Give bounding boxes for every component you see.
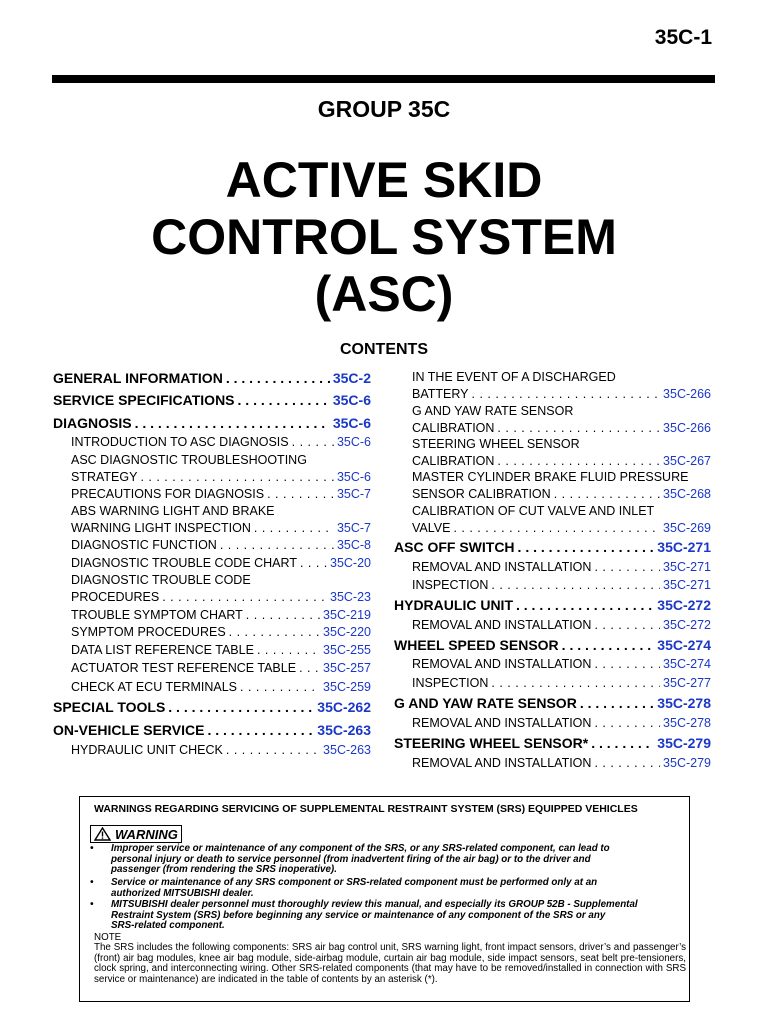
toc-entry-title: WARNING LIGHT INSPECTION: [71, 520, 251, 535]
toc-subsection-entry: [71, 503, 371, 536]
page-title: [0, 152, 768, 323]
toc-section-entry: [394, 694, 711, 712]
toc-entry-title: ASC OFF SWITCH: [394, 539, 515, 555]
toc-page-link[interactable]: 35C-23: [330, 589, 371, 604]
toc-entry-title: G AND YAW RATE SENSOR: [394, 695, 577, 711]
toc-entry-line: [71, 434, 371, 451]
toc-page-link[interactable]: 35C-274: [663, 657, 711, 671]
toc-leader-dots: [594, 656, 660, 673]
toc-page-link[interactable]: 35C-255: [323, 643, 371, 657]
toc-entry-line: [412, 386, 711, 403]
toc-page-link[interactable]: 35C-269: [663, 520, 711, 535]
toc-entry-line: [412, 469, 711, 486]
toc-entry-line: [71, 520, 371, 537]
toc-page-link[interactable]: 35C-257: [323, 661, 371, 675]
toc-page-link[interactable]: 35C-20: [330, 556, 371, 570]
toc-section-entry: [53, 698, 371, 716]
toc-leader-dots: [226, 742, 320, 759]
warning-bullet-line: SRS-related component.: [111, 920, 225, 931]
toc-entry-line: [71, 469, 371, 486]
contents-heading: CONTENTS: [340, 341, 428, 358]
toc-entry-title: REMOVAL AND INSTALLATION: [412, 657, 592, 671]
warning-bullet-line: authorized MITSUBISHI dealer.: [111, 887, 254, 899]
toc-leader-dots: [594, 755, 660, 772]
toc-entry-line: [412, 755, 711, 772]
toc-entry-title: MASTER CYLINDER BRAKE FLUID PRESSURE: [412, 470, 689, 484]
toc-entry-title: BATTERY: [412, 386, 469, 401]
toc-page-link[interactable]: 35C-262: [317, 699, 371, 715]
toc-page-link[interactable]: 35C-268: [663, 486, 711, 501]
toc-page-link[interactable]: 35C-7: [336, 487, 371, 501]
toc-leader-dots: [516, 596, 654, 614]
toc-subsection-entry: [71, 642, 371, 659]
toc-entry-line: [71, 452, 371, 469]
toc-section-entry: [53, 414, 371, 432]
toc-entry-title: SPECIAL TOOLS: [53, 699, 166, 715]
toc-entry-title: SENSOR CALIBRATION: [412, 486, 551, 501]
toc-entry-title: HYDRAULIC UNIT: [394, 597, 513, 613]
toc-entry-title: DIAGNOSTIC TROUBLE CODE: [71, 573, 251, 587]
note-label: NOTE: [94, 932, 122, 943]
toc-entry-title: CALIBRATION: [412, 453, 495, 468]
toc-entry-title: CALIBRATION OF CUT VALVE AND INLET: [412, 504, 655, 518]
toc-subsection-entry: [412, 755, 711, 772]
group-label: GROUP 35C: [317, 96, 451, 122]
toc-leader-dots: [229, 624, 320, 641]
toc-entry-title: REMOVAL AND INSTALLATION: [412, 716, 592, 730]
toc-page-link[interactable]: 35C-272: [657, 597, 711, 613]
toc-entry-line: [412, 420, 711, 437]
toc-subsection-entry: [412, 617, 711, 634]
toc-leader-dots: [240, 679, 320, 696]
toc-entry-line: [71, 660, 371, 677]
toc-entry-title: ACTUATOR TEST REFERENCE TABLE: [71, 661, 297, 675]
warning-label-text: WARNING: [115, 826, 178, 842]
toc-section-entry: [394, 596, 711, 614]
warning-bullet-line: personal injury or death to service personnel (from inadvertent firing of the air bag) or to the driver and: [111, 853, 591, 865]
toc-page-link[interactable]: 35C-271: [663, 578, 711, 592]
toc-subsection-entry: [71, 624, 371, 641]
toc-page-link[interactable]: 35C-271: [657, 539, 711, 555]
toc-subsection-entry: [71, 537, 371, 554]
toc-entry-line: [71, 624, 371, 641]
toc-subsection-entry: [71, 607, 371, 624]
toc-leader-dots: [226, 369, 330, 387]
warning-triangle-icon: [94, 827, 111, 841]
toc-page-link[interactable]: 35C-259: [323, 680, 371, 694]
toc-entry-line: [71, 555, 371, 572]
toc-page-link[interactable]: 35C-7: [336, 520, 371, 535]
toc-page-link[interactable]: 35C-6: [336, 435, 371, 449]
toc-entry-line: [71, 486, 371, 503]
toc-section-entry: [394, 734, 711, 752]
toc-leader-dots: [554, 486, 660, 503]
toc-entry-line: [71, 589, 371, 606]
toc-page-link[interactable]: 35C-274: [657, 637, 711, 653]
toc-entry-title: HYDRAULIC UNIT CHECK: [71, 743, 223, 757]
toc-section-entry: [394, 538, 711, 556]
toc-entry-line: [71, 742, 371, 759]
toc-leader-dots: [168, 698, 314, 716]
toc-page-link[interactable]: 35C-279: [657, 735, 711, 751]
toc-page-link[interactable]: 35C-266: [663, 420, 711, 435]
toc-leader-dots: [254, 520, 334, 537]
warning-bullet-line: Improper service or maintenance of any component of the SRS, or any SRS-related component, can lead to: [111, 843, 610, 854]
toc-leader-dots: [257, 642, 320, 659]
toc-subsection-entry: [71, 486, 371, 503]
warning-bullet-line: Restraint System (SRS) before beginning any service or maintenance of any component of the SRS or any: [111, 909, 606, 921]
toc-leader-dots: [562, 636, 655, 654]
toc-page-link[interactable]: 35C-6: [332, 415, 371, 431]
toc-entry-line: [53, 721, 371, 739]
toc-page-link[interactable]: 35C-219: [323, 608, 371, 622]
toc-entry-line: [71, 503, 371, 520]
toc-entry-line: [53, 698, 371, 716]
toc-subsection-entry: [71, 742, 371, 759]
bullet-marker: •: [90, 899, 94, 910]
toc-entry-line: [412, 436, 711, 453]
toc-entry-title: PROCEDURES: [71, 589, 160, 604]
toc-leader-dots: [497, 420, 660, 437]
toc-leader-dots: [292, 434, 334, 451]
toc-entry-title: DIAGNOSTIC TROUBLE CODE CHART: [71, 556, 297, 570]
toc-entry-title: WHEEL SPEED SENSOR: [394, 637, 559, 653]
toc-entry-line: [394, 636, 711, 654]
toc-page-link[interactable]: 35C-6: [336, 469, 371, 484]
toc-subsection-entry: [412, 436, 711, 469]
toc-entry-title: ABS WARNING LIGHT AND BRAKE: [71, 504, 275, 518]
toc-leader-dots: [207, 721, 314, 739]
toc-page-link[interactable]: 35C-271: [663, 560, 711, 574]
toc-subsection-entry: [412, 559, 711, 576]
note-text: The SRS includes the following components: SRS air bag control unit, SRS warning light, front impact sensors, driver’s and passenger’s (front) air bag modules, knee air bag module, side-airbag module, curtain air bag module, side impact sensors, seat belt pre-tensioners, clock spring, and interconnecting wiring. Other SRS-related components (that may have to be removed/installed in connection with SRS service or maintenance) are indicated in the table of contents by an asterisk (*).: [94, 942, 686, 985]
title-line: (ASC): [314, 266, 454, 322]
warning-bullet-line: MITSUBISHI dealer personnel must thoroughly review this manual, and especially its GROUP 52B - Supplemental: [111, 899, 638, 910]
toc-page-link[interactable]: 35C-2: [332, 370, 371, 386]
toc-entry-line: [71, 537, 371, 554]
toc-entry-title: DIAGNOSTIC FUNCTION: [71, 538, 217, 552]
toc-entry-line: [394, 596, 711, 614]
toc-subsection-entry: [412, 403, 711, 436]
toc-entry-title: STEERING WHEEL SENSOR*: [394, 735, 589, 751]
toc-page-link[interactable]: 35C-220: [323, 625, 371, 639]
toc-entry-line: [71, 572, 371, 589]
toc-subsection-entry: [412, 656, 711, 673]
toc-subsection-entry: [412, 715, 711, 732]
toc-subsection-entry: [71, 452, 371, 485]
toc-leader-dots: [518, 538, 655, 556]
toc-entry-title: STRATEGY: [71, 469, 138, 484]
toc-leader-dots: [594, 715, 660, 732]
warning-bullet-line: Service or maintenance of any SRS component or SRS-related component must be performed only at an: [111, 877, 598, 888]
toc-entry-line: [412, 675, 711, 692]
toc-entry-line: [412, 369, 711, 386]
toc-section-entry: [53, 391, 371, 409]
toc-entry-title: SYMPTOM PROCEDURES: [71, 625, 226, 639]
toc-entry-line: [412, 617, 711, 634]
bullet-marker: •: [90, 877, 94, 888]
toc-leader-dots: [300, 555, 327, 572]
toc-leader-dots: [491, 675, 660, 692]
toc-entry-title: PRECAUTIONS FOR DIAGNOSIS: [71, 487, 265, 501]
toc-entry-line: [412, 403, 711, 420]
toc-leader-dots: [135, 414, 330, 432]
toc-leader-dots: [453, 520, 660, 537]
toc-leader-dots: [580, 694, 654, 712]
toc-subsection-entry: [71, 660, 371, 677]
warning-bullet-line: passenger (from rendering the SRS inoperative).: [111, 864, 337, 875]
toc-leader-dots: [246, 607, 320, 624]
toc-subsection-entry: [412, 675, 711, 692]
toc-entry-line: [71, 679, 371, 696]
toc-entry-title: INSPECTION: [412, 578, 489, 592]
toc-subsection-entry: [412, 503, 711, 536]
toc-page-link[interactable]: 35C-8: [336, 538, 371, 552]
toc-leader-dots: [162, 589, 327, 606]
toc-subsection-entry: [71, 572, 371, 605]
toc-section-entry: [53, 721, 371, 739]
title-line: ACTIVE SKID: [225, 152, 543, 208]
toc-entry-title: REMOVAL AND INSTALLATION: [412, 560, 592, 574]
toc-leader-dots: [491, 577, 660, 594]
toc-entry-line: [412, 453, 711, 470]
toc-entry-title: INTRODUCTION TO ASC DIAGNOSIS: [71, 435, 289, 449]
toc-page-link[interactable]: 35C-278: [663, 716, 711, 730]
toc-entry-line: [412, 486, 711, 503]
toc-entry-line: [394, 538, 711, 556]
toc-entry-line: [53, 391, 371, 409]
toc-entry-title: TROUBLE SYMPTOM CHART: [71, 608, 243, 622]
toc-entry-line: [412, 656, 711, 673]
toc-leader-dots: [238, 391, 330, 409]
toc-entry-title: DIAGNOSIS: [53, 415, 132, 431]
warning-label: [90, 825, 182, 843]
header-rule: [52, 75, 715, 83]
toc-entry-title: ASC DIAGNOSTIC TROUBLESHOOTING: [71, 453, 307, 467]
toc-page-link[interactable]: 35C-278: [657, 695, 711, 711]
toc-entry-title: IN THE EVENT OF A DISCHARGED: [412, 370, 616, 384]
toc-leader-dots: [299, 660, 320, 677]
toc-leader-dots: [472, 386, 661, 403]
toc-entry-title: INSPECTION: [412, 676, 489, 690]
toc-entry-line: [71, 607, 371, 624]
toc-entry-title: GENERAL INFORMATION: [53, 370, 223, 386]
toc-page-link[interactable]: 35C-277: [663, 676, 711, 690]
toc-subsection-entry: [71, 555, 371, 572]
toc-subsection-entry: [412, 369, 711, 402]
toc-leader-dots: [591, 734, 654, 752]
bullet-marker: •: [90, 843, 94, 854]
toc-entry-title: G AND YAW RATE SENSOR: [412, 404, 574, 418]
toc-entry-line: [412, 520, 711, 537]
toc-section-entry: [394, 636, 711, 654]
toc-entry-line: [71, 642, 371, 659]
toc-page-link[interactable]: 35C-279: [663, 756, 711, 770]
toc-subsection-entry: [412, 469, 711, 502]
toc-entry-line: [412, 503, 711, 520]
toc-entry-line: [412, 577, 711, 594]
toc-page-link[interactable]: 35C-267: [663, 453, 711, 468]
toc-entry-line: [394, 734, 711, 752]
warning-bullet-text: [111, 878, 681, 899]
toc-subsection-entry: [412, 577, 711, 594]
toc-leader-dots: [594, 617, 660, 634]
toc-entry-title: ON-VEHICLE SERVICE: [53, 722, 205, 738]
toc-page-link[interactable]: 35C-263: [323, 743, 371, 757]
toc-subsection-entry: [71, 434, 371, 451]
title-line: CONTROL SYSTEM: [151, 209, 617, 265]
toc-subsection-entry: [71, 679, 371, 696]
toc-leader-dots: [267, 486, 334, 503]
page-number: 35C-1: [654, 26, 712, 49]
toc-entry-line: [53, 369, 371, 387]
toc-page-link[interactable]: 35C-266: [663, 386, 711, 401]
toc-entry-line: [53, 414, 371, 432]
toc-entry-title: CHECK AT ECU TERMINALS: [71, 680, 238, 694]
toc-leader-dots: [220, 537, 334, 554]
toc-page-link[interactable]: 35C-263: [317, 722, 371, 738]
warning-box-heading: WARNINGS REGARDING SERVICING OF SUPPLEMENTAL RESTRAINT SYSTEM (SRS) EQUIPPED VEHICLES: [94, 803, 638, 815]
toc-leader-dots: [140, 469, 334, 486]
toc-entry-line: [412, 715, 711, 732]
toc-entry-title: REMOVAL AND INSTALLATION: [412, 756, 592, 770]
warning-bullet-text: [111, 844, 681, 876]
toc-entry-title: CALIBRATION: [412, 420, 495, 435]
srs-warning-box: [79, 796, 690, 1002]
toc-entry-title: SERVICE SPECIFICATIONS: [53, 392, 235, 408]
toc-entry-title: VALVE: [412, 520, 451, 535]
toc-entry-title: STEERING WHEEL SENSOR: [412, 437, 580, 451]
toc-leader-dots: [594, 559, 660, 576]
toc-page-link[interactable]: 35C-6: [332, 392, 371, 408]
toc-section-entry: [53, 369, 371, 387]
warning-bullet-text: [111, 900, 681, 932]
toc-entry-title: DATA LIST REFERENCE TABLE: [71, 643, 254, 657]
toc-entry-title: REMOVAL AND INSTALLATION: [412, 618, 592, 632]
toc-entry-line: [394, 694, 711, 712]
toc-leader-dots: [497, 453, 660, 470]
toc-entry-line: [412, 559, 711, 576]
toc-page-link[interactable]: 35C-272: [663, 618, 711, 632]
